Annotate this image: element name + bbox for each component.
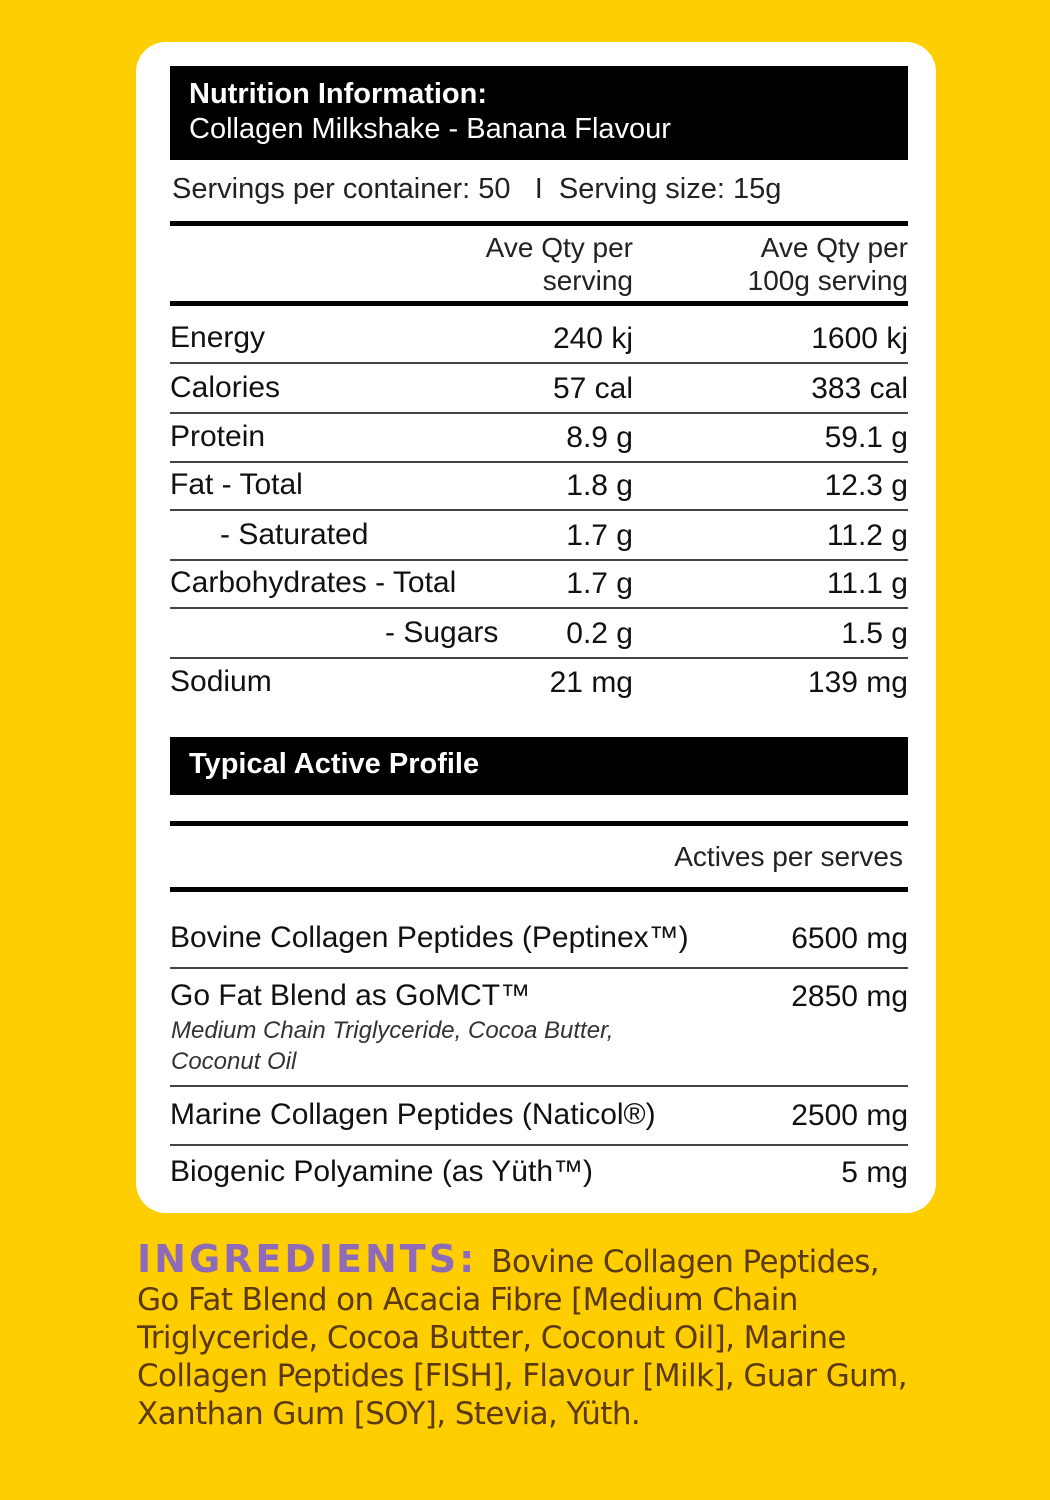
nutrient-per-serving: 57 cal <box>552 372 633 405</box>
divider <box>170 887 908 892</box>
divider <box>170 221 908 226</box>
nutrient-name: Fat - Total <box>170 468 303 501</box>
ingredients-heading: INGREDIENTS: <box>137 1237 478 1281</box>
active-name: Biogenic Polyamine (as Yüth™) <box>170 1155 593 1188</box>
nutrient-name: - Saturated <box>220 518 369 551</box>
nutrient-name: - Sugars <box>385 616 499 649</box>
divider <box>170 412 908 414</box>
nutrient-name: Protein <box>170 420 266 453</box>
active-name: Go Fat Blend as GoMCT™ <box>170 979 531 1012</box>
divider <box>170 301 908 306</box>
nutrient-per-100g: 383 cal <box>811 372 908 405</box>
nutrient-name: Calories <box>170 371 281 404</box>
nutrient-per-serving: 0.2 g <box>566 617 633 650</box>
nutrient-per-serving: 8.9 g <box>566 421 633 454</box>
divider <box>170 362 908 364</box>
nutrient-per-100g: 11.2 g <box>826 519 908 552</box>
active-value: 6500 mg <box>791 922 908 955</box>
nutrient-per-100g: 1600 kj <box>811 322 908 355</box>
ingredients-line: Xanthan Gum [SOY], Stevia, Yüth. <box>137 1396 641 1432</box>
nutrient-per-serving: 21 mg <box>549 666 633 699</box>
header-product: Collagen Milkshake - Banana Flavour <box>189 113 671 145</box>
nutrient-name: Energy <box>170 321 266 354</box>
active-value: 2500 mg <box>791 1099 908 1132</box>
divider <box>170 1085 908 1087</box>
col-100g-line1: Ave Qty per <box>760 232 908 263</box>
nutrient-per-100g: 59.1 g <box>824 421 908 454</box>
active-value: 5 mg <box>841 1156 908 1189</box>
nutrition-header <box>170 66 908 160</box>
actives-header <box>170 737 908 795</box>
col-serving-line2: serving <box>542 265 633 296</box>
nutrient-per-serving: 240 kj <box>552 322 633 355</box>
servings-info: Servings per container: 50 I Serving size: 15g <box>172 173 782 205</box>
nutrient-per-serving: 1.7 g <box>566 567 633 600</box>
actives-title: Typical Active Profile <box>189 748 480 780</box>
divider <box>170 509 908 511</box>
divider <box>170 607 908 609</box>
ingredients-line: Collagen Peptides [FISH], Flavour [Milk], Guar Gum, <box>137 1358 908 1394</box>
active-name: Marine Collagen Peptides (Naticol®) <box>170 1098 656 1131</box>
ingredients-line: Triglyceride, Cocoa Butter, Coconut Oil], Marine <box>137 1320 846 1356</box>
active-subtext: Medium Chain Triglyceride, Cocoa Butter, <box>171 1017 614 1044</box>
col-serving-line1: Ave Qty per <box>485 232 633 263</box>
divider <box>170 461 908 463</box>
nutrient-per-100g: 139 mg <box>807 666 908 699</box>
ingredients-line: Bovine Collagen Peptides, <box>491 1244 879 1280</box>
divider <box>170 1144 908 1146</box>
nutrient-per-serving: 1.8 g <box>566 469 633 502</box>
active-name: Bovine Collagen Peptides (Peptinex™) <box>170 921 689 954</box>
nutrient-per-100g: 1.5 g <box>841 617 908 650</box>
active-subtext: Coconut Oil <box>171 1048 297 1075</box>
col-100g-line2: 100g serving <box>747 265 908 296</box>
ingredients-line: Go Fat Blend on Acacia Fibre [Medium Chain <box>137 1282 798 1318</box>
nutrient-name: Sodium <box>170 665 272 698</box>
active-value: 2850 mg <box>791 980 908 1013</box>
header-title: Nutrition Information: <box>189 78 488 110</box>
divider <box>170 559 908 561</box>
actives-column-header: Actives per serves <box>674 841 903 872</box>
divider <box>170 821 908 826</box>
nutrient-per-serving: 1.7 g <box>566 519 633 552</box>
nutrient-name: Carbohydrates - Total <box>170 566 457 599</box>
divider <box>170 967 908 969</box>
nutrient-per-100g: 11.1 g <box>826 567 908 600</box>
ingredients <box>137 1237 908 1433</box>
divider <box>170 657 908 659</box>
nutrient-per-100g: 12.3 g <box>824 469 908 502</box>
